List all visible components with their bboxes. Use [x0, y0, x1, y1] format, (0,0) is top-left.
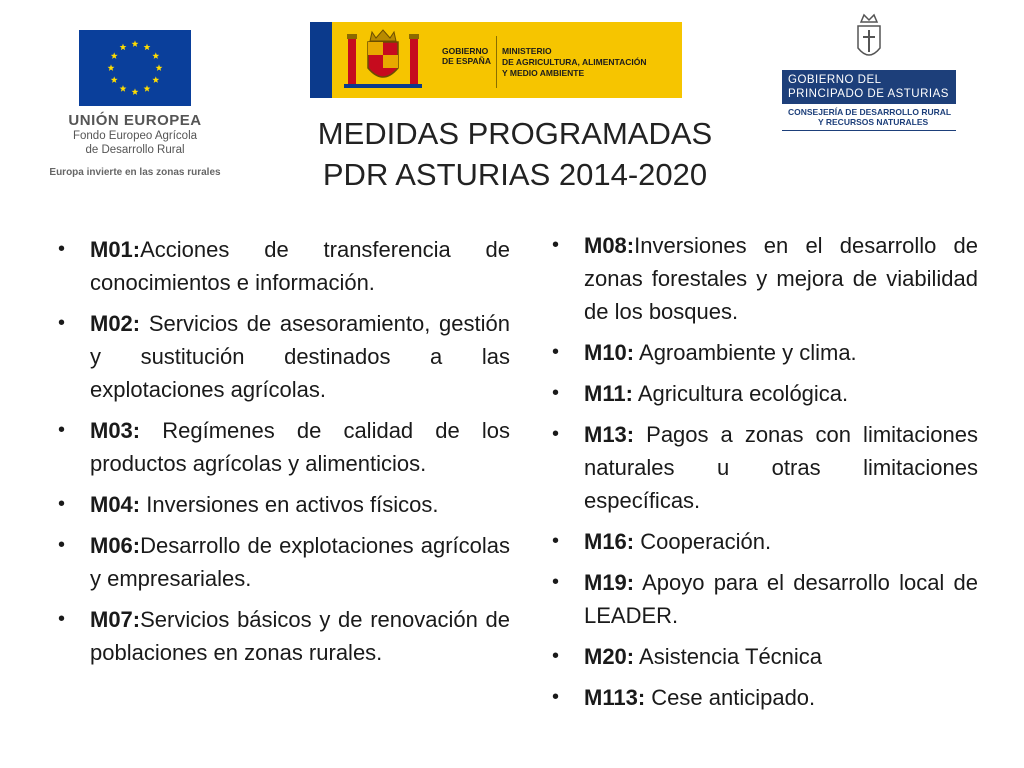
- measure-code: M20:: [584, 644, 635, 669]
- measure-code: M16:: [584, 529, 635, 554]
- asturias-dept: [782, 107, 956, 131]
- measure-code: M19:: [584, 570, 635, 595]
- measure-code: M02:: [90, 311, 141, 336]
- measures-list-right: [552, 229, 978, 722]
- ministry-line2: DE AGRICULTURA, ALIMENTACIÓN: [502, 57, 647, 67]
- gov-line2: DE ESPAÑA: [442, 56, 491, 66]
- measure-code: M06:: [90, 533, 141, 558]
- measure-item: [552, 418, 978, 517]
- measure-item: [58, 233, 510, 299]
- eu-flag-icon: [79, 30, 191, 106]
- measure-text: Servicios de asesoramiento, gestión y sustitución destinados a las explotaciones agrícolas.: [90, 311, 510, 402]
- measure-item: [58, 529, 510, 595]
- measure-item: [552, 566, 978, 632]
- measure-text: Apoyo para el desarrollo local de LEADER.: [584, 570, 978, 628]
- measure-text: Asistencia Técnica: [634, 644, 823, 669]
- measure-item: [58, 488, 510, 521]
- eu-fund-line2: de Desarrollo Rural: [85, 144, 185, 156]
- measure-item: [552, 640, 978, 673]
- measure-text: Cese anticipado.: [645, 685, 816, 710]
- eu-fund-line1: Fondo Europeo Agrícola: [72, 130, 198, 142]
- measure-text: Agroambiente y clima.: [634, 340, 857, 365]
- asturias-gov-box: [782, 70, 956, 104]
- measure-text: Servicios básicos y de renovación de poblaciones en zonas rurales.: [90, 607, 510, 665]
- measures-list-left: [58, 233, 510, 677]
- asturias-dept-line1: CONSEJERÍA DE DESARROLLO RURAL: [788, 107, 952, 117]
- title-line1: MEDIDAS PROGRAMADAS: [317, 116, 713, 151]
- measure-code: M07:: [90, 607, 141, 632]
- measure-text: Inversiones en activos físicos.: [140, 492, 439, 517]
- measure-item: [552, 229, 978, 328]
- asturias-crest-icon: [854, 12, 884, 64]
- spain-ministry-logo: [310, 22, 682, 98]
- measure-text: Agricultura ecológica.: [632, 381, 849, 406]
- eu-logo: [45, 30, 225, 178]
- ministry-line3: Y MEDIO AMBIENTE: [502, 68, 585, 78]
- measure-text: Pagos a zonas con limitaciones naturales u otras limitaciones específicas.: [584, 422, 978, 513]
- slide-title: [240, 113, 790, 195]
- measure-item: [58, 307, 510, 406]
- measure-item: [58, 603, 510, 669]
- measure-code: M113:: [584, 685, 646, 710]
- measure-code: M13:: [584, 422, 635, 447]
- asturias-gov-line2: PRINCIPADO DE ASTURIAS: [788, 88, 949, 100]
- asturias-dept-line2: Y RECURSOS NATURALES: [818, 117, 929, 127]
- measure-code: M10:: [584, 340, 635, 365]
- measure-code: M08:: [584, 233, 635, 258]
- measure-item: [552, 681, 978, 714]
- coat-of-arms-icon: [342, 28, 424, 92]
- ministry-text: [502, 46, 647, 79]
- flag-stripe: [310, 22, 332, 98]
- measure-text: Cooperación.: [634, 529, 772, 554]
- banner-divider: [496, 36, 497, 88]
- measure-text: Regímenes de calidad de los productos agrícolas y alimenticios.: [90, 418, 510, 476]
- gobierno-text: [442, 46, 491, 66]
- measure-code: M04:: [90, 492, 141, 517]
- measure-code: M03:: [90, 418, 141, 443]
- gov-line1: GOBIERNO: [442, 46, 489, 56]
- measure-item: [58, 414, 510, 480]
- title-line2: PDR ASTURIAS 2014-2020: [322, 157, 708, 192]
- measure-code: M01:: [90, 237, 141, 262]
- measure-item: [552, 336, 978, 369]
- asturias-gov-line1: GOBIERNO DEL: [788, 74, 882, 86]
- measure-text: Desarrollo de explotaciones agrícolas y empresariales.: [90, 533, 510, 591]
- asturias-logo: [782, 12, 956, 131]
- measure-text: Acciones de transferencia de conocimientos e información.: [90, 237, 510, 295]
- eu-org-name: UNIÓN EUROPEA: [68, 112, 202, 129]
- eu-slogan: Europa invierte en las zonas rurales: [49, 167, 221, 178]
- measure-item: [552, 525, 978, 558]
- ministry-line1: MINISTERIO: [502, 46, 552, 56]
- measure-code: M11:: [584, 381, 633, 406]
- measure-item: [552, 377, 978, 410]
- measure-text: Inversiones en el desarrollo de zonas forestales y mejora de viabilidad de los bosques.: [584, 233, 978, 324]
